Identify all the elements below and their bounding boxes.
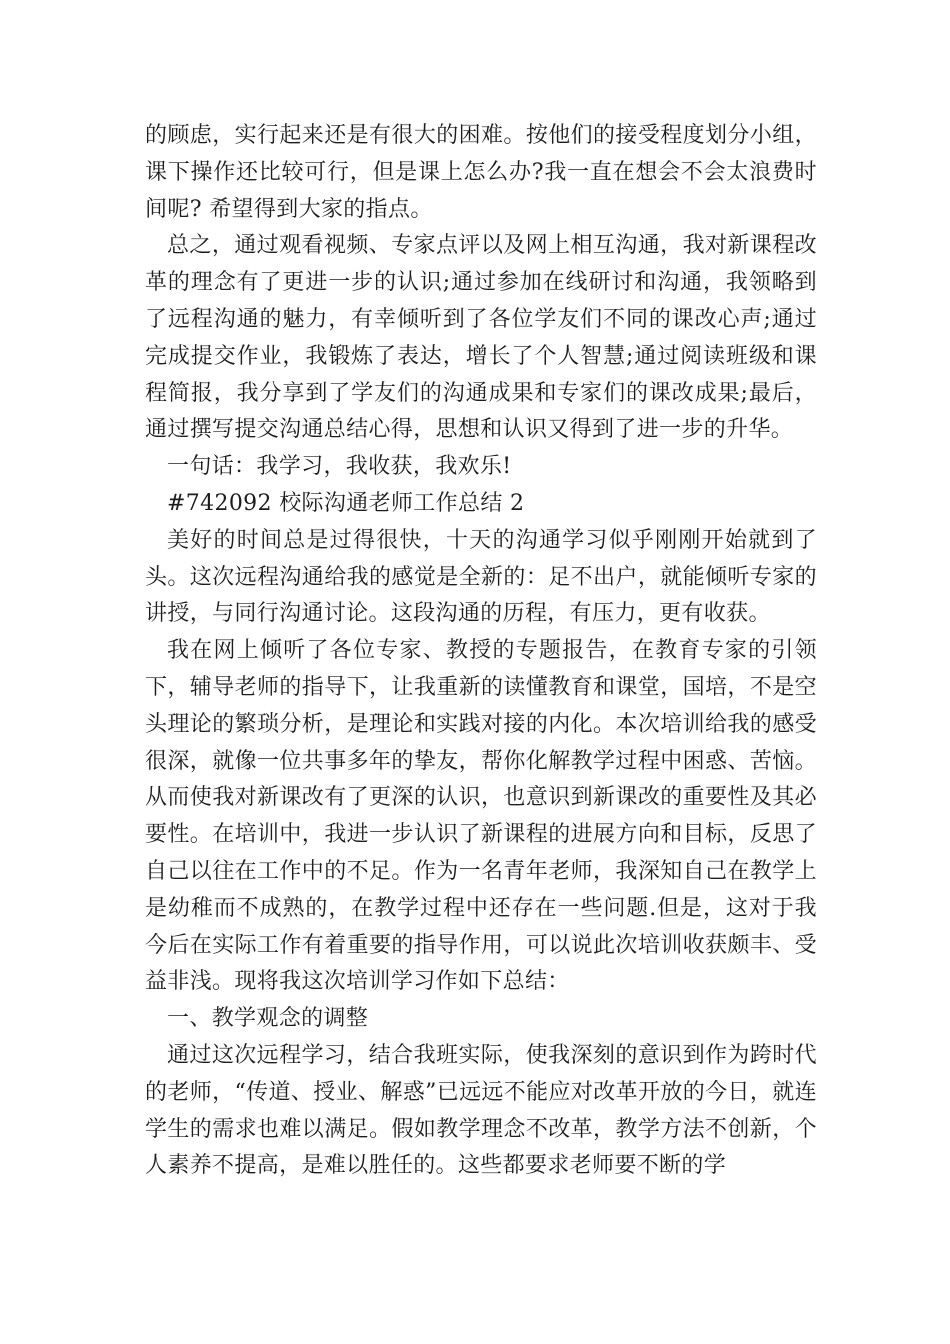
subsection-heading: 一、教学观念的调整 — [167, 1006, 369, 1032]
section-title: #742092 校际沟通老师工作总结 2 — [167, 490, 525, 516]
paragraph-summary: 总之，通过观看视频、专家点评以及网上相互沟通，我对新课程改革的理念有了更进一步的认识;通过参加在线研讨和沟通，我领略到了远程沟通的魅力，有幸倾听到了各位学友们不同的课改心声;通过完成提交作业，我锻炼了表达，增长了个人智慧;通过阅读班级和课程简报，我分享到了学友们的沟通成果和专家们的课改成果;最后，通过撰写提交沟通总结心得，思想和认识又得到了进一步的升华。 — [145, 233, 817, 443]
paragraph-continuation: 的顾虑，实行起来还是有很大的困难。按他们的接受程度划分小组，课下操作还比较可行，但是课上怎么办?我一直在想会不会太浪费时间呢? 希望得到大家的指点。 — [145, 123, 817, 222]
paragraph-intro: 美好的时间总是过得很快，十天的沟通学习似乎刚刚开始就到了头。这次远程沟通给我的感觉是全新的：足不出户，就能倾听专家的讲授，与同行沟通讨论。这段沟通的历程，有压力，更有收获。 — [145, 527, 817, 627]
document-body — [145, 118, 817, 1185]
paragraph-teaching-concept: 通过这次远程学习，结合我班实际，使我深刻的意识到作为跨时代的老师，“传道、授业、解惑”已远远不能应对改革开放的今日，就连学生的需求也难以满足。假如教学理念不改革，教学方法不创新，个人素养不提高，是难以胜任的。这些都要求老师要不断的学 — [145, 1042, 817, 1179]
paragraph-training: 我在网上倾听了各位专家、教授的专题报告，在教育专家的引领下，辅导老师的指导下，让我重新的读懂教育和课堂，国培，不是空头理论的繁琐分析，是理论和实践对接的内化。本次培训给我的感受很深，就像一位共事多年的挚友，帮你化解教学过程中困惑、苦恼。从而使我对新课改有了更深的认识，也意识到新课改的重要性及其必要性。在培训中，我进一步认识了新课程的进展方向和目标，反思了自己以往在工作中的不足。作为一名青年老师，我深知自己在教学上是幼稚而不成熟的，在教学过程中还存在一些问题.但是，这对于我今后在实际工作有着重要的指导作用，可以说此次培训收获颇丰、受益非浅。现将我这次培训学习作如下总结： — [145, 638, 817, 995]
paragraph-one-sentence: 一句话：我学习，我收获，我欢乐! — [167, 454, 512, 480]
